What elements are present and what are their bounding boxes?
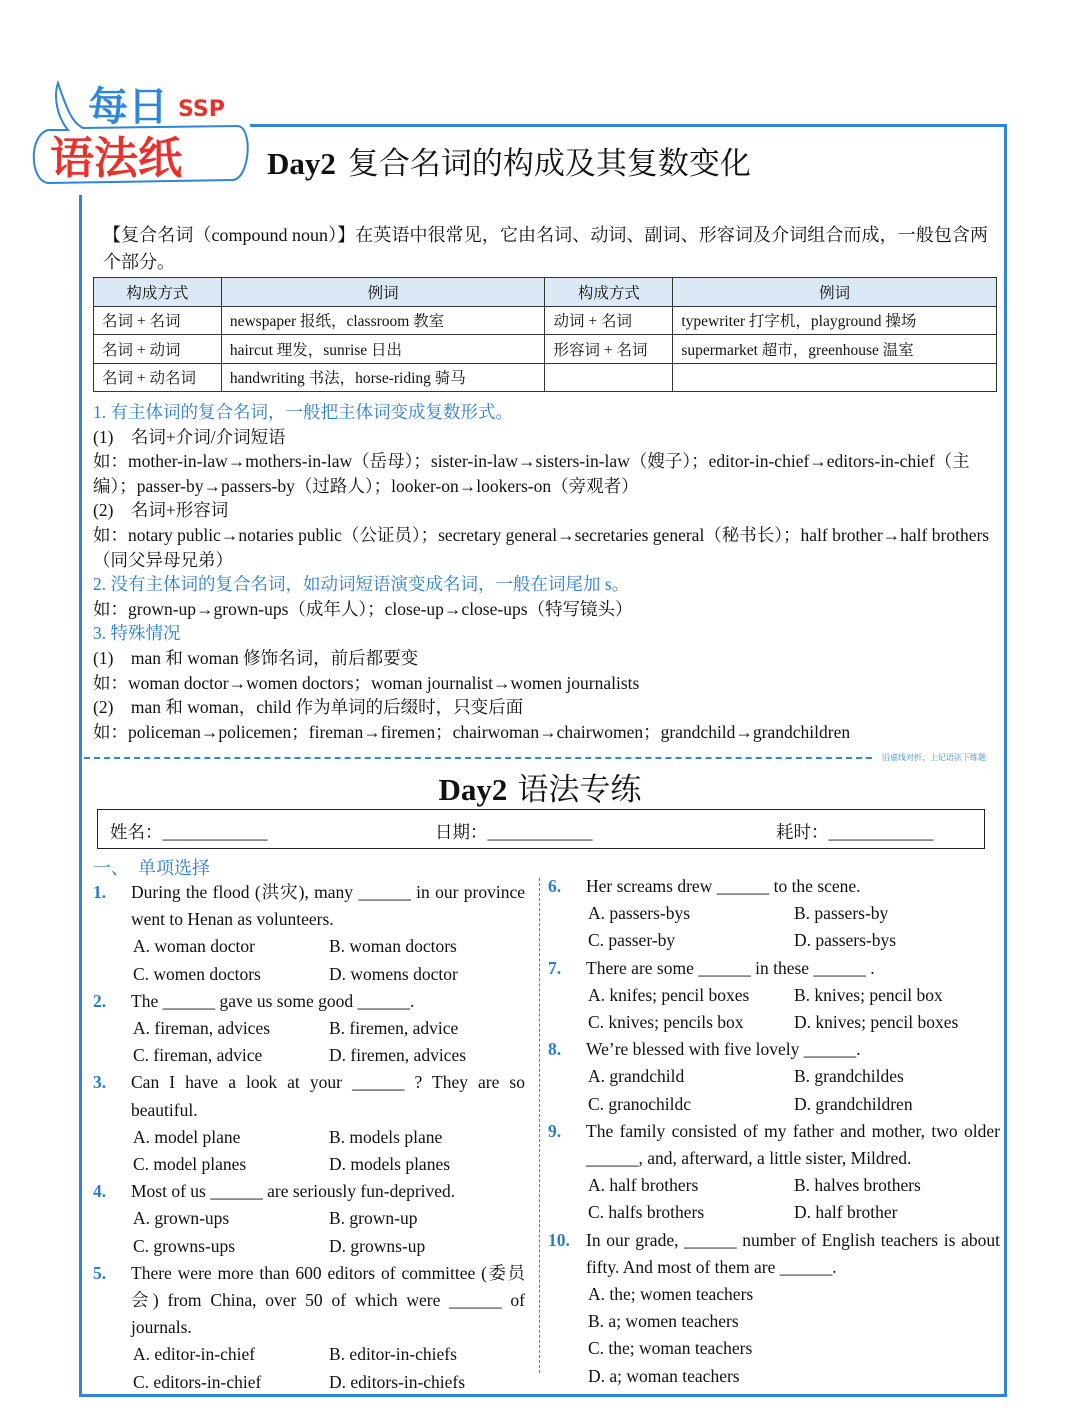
practice-title-text: 语法专练 [517,772,642,807]
option-c[interactable]: C. the; woman teachers [588,1338,753,1359]
practice-day: Day2 [438,772,508,807]
question-number: 9. [548,1120,562,1141]
option-c[interactable]: C. model planes [133,1154,247,1175]
question-number: 2. [93,990,107,1011]
question-stem-row [93,1260,525,1342]
question-options [548,1172,1000,1226]
option-c[interactable]: C. growns-ups [133,1235,236,1256]
option-a[interactable]: A. the; women teachers [588,1284,754,1305]
table-cell: newspaper 报纸，classroom 教室 [221,306,545,335]
option-c[interactable]: C. passer-by [588,930,676,951]
option-a[interactable]: A. fireman, advices [133,1018,271,1039]
option-a[interactable]: A. woman doctor [133,936,255,957]
table-cell: handwriting 书法，horse-riding 骑马 [221,363,545,392]
question-item [93,1260,525,1396]
fold-hint: 沿虚线对折，上记语法下练题 [882,753,986,762]
question-stem-row [93,1178,525,1205]
note-line: (1) 名词+介词/介词短语 [93,426,286,447]
logo-tag: SSP [178,97,225,122]
question-options [548,982,1000,1036]
table-cell [673,363,997,392]
option-b[interactable]: B. halves brothers [794,1175,921,1196]
frame-border-top [250,124,1007,127]
option-b[interactable]: B. a; women teachers [588,1311,739,1332]
table-cell: typewriter 打字机，playground 操场 [673,306,997,335]
note-heading: 3. 特殊情况 [93,623,181,644]
question-number: 6. [548,876,562,896]
option-b[interactable]: B. passers-by [794,903,889,924]
compound-noun-table [93,277,997,392]
date-field[interactable]: 日期：____________ [435,822,593,842]
option-d[interactable]: D. grandchildren [794,1093,913,1114]
table-header: 例词 [221,278,545,307]
question-stem: The ______ gave us some good ______. [131,990,415,1011]
question-stem-row [548,955,1000,982]
option-d[interactable]: D. womens doctor [329,963,458,984]
name-field[interactable]: 姓名：____________ [110,822,268,842]
table-cell: 名词 + 名词 [94,306,222,335]
option-b[interactable]: B. woman doctors [329,936,457,957]
option-d[interactable]: D. half brother [794,1202,898,1223]
title-text: 复合名词的构成及其复数变化 [347,146,751,181]
grammar-notes [93,400,993,744]
question-stem: Her screams drew ______ to the scene. [586,876,861,896]
option-c[interactable]: C. knives; pencils box [588,1012,744,1033]
option-d[interactable]: D. knives; pencil boxes [794,1012,959,1033]
note-line: 如：grown-up→grown-ups（成年人）；close-up→close-ups（特写镜头） [93,598,633,619]
question-item [93,879,525,988]
note-line: 如：woman doctor→women doctors；woman journalist→women journalists [93,672,640,693]
option-d[interactable]: D. a; woman teachers [588,1365,740,1386]
question-stem-row [548,873,1000,900]
option-c[interactable]: C. women doctors [133,963,261,984]
questions-right-column [548,873,1000,1390]
question-stem: In our grade, ______ number of English teachers is about fifty. And most of them are ______. [586,1229,1000,1277]
option-c[interactable]: C. halfs brothers [588,1202,705,1223]
time-field[interactable]: 耗时：____________ [776,822,934,842]
question-stem: There were more than 600 editors of committee (委员会) from China, over 50 of which were ______ of journals. [131,1262,525,1338]
question-options [93,1341,525,1395]
question-number: 10. [548,1229,570,1250]
logo [28,68,253,203]
question-number: 3. [93,1072,107,1093]
option-a[interactable]: A. half brothers [588,1175,699,1196]
table-row [94,335,997,364]
logo-line1: 每日 [88,84,168,130]
table-row [94,306,997,335]
question-options [93,1205,525,1259]
note-line: 如：notary public→notaries public（公证员）；secretary general→secretaries general（秘书长）；half brother→half brothers（同父异母兄弟） [93,524,990,570]
question-number: 4. [93,1181,107,1202]
question-options [548,1063,1000,1117]
question-stem: Most of us ______ are seriously fun-deprived. [131,1181,456,1202]
note-line: 如：mother-in-law→mothers-in-law（岳母）；sister-in-law→sisters-in-law（嫂子）；editor-in-chief→editors-in-chief（主编）；passer-by→passers-by（过路人）；looker-on→lookers-on（旁观者） [93,451,970,496]
option-c[interactable]: C. granochildc [588,1093,692,1114]
note-line: (2) 名词+形容词 [93,500,229,521]
option-a[interactable]: A. passers-bys [588,903,691,924]
question-stem-row [548,1036,1000,1063]
table-cell: supermarket 超市，greenhouse 温室 [673,335,997,364]
table-cell [545,363,673,392]
option-b[interactable]: B. firemen, advice [329,1018,459,1039]
option-d[interactable]: D. passers-bys [794,930,897,951]
option-a[interactable]: A. model plane [133,1126,241,1147]
note-heading: 2. 没有主体词的复合名词，如动词短语演变成名词，一般在词尾加 s。 [93,574,630,595]
question-stem: Can I have a look at your ______ ? They are so beautiful. [131,1072,525,1120]
question-item [548,873,1000,955]
question-options [548,1281,1000,1390]
note-line: (1) man 和 woman 修饰名词，前后都要变 [93,647,419,668]
option-b[interactable]: B. grown-up [329,1208,418,1229]
table-header-row [94,278,997,307]
option-c[interactable]: C. fireman, advice [133,1045,263,1066]
question-options [93,1124,525,1178]
note-line: (2) man 和 woman，child 作为单词的后缀时，只变后面 [93,697,524,718]
option-b[interactable]: B. editor-in-chiefs [329,1344,457,1365]
table-cell: 形容词 + 名词 [545,335,673,364]
question-options [93,1015,525,1069]
option-a[interactable]: A. editor-in-chief [133,1344,256,1365]
question-options [548,900,1000,954]
option-a[interactable]: A. grown-ups [133,1208,230,1229]
table-header: 例词 [673,278,997,307]
question-item [548,1118,1000,1227]
question-number: 5. [93,1262,107,1283]
option-b[interactable]: B. models plane [329,1126,443,1147]
question-stem-row [93,1069,525,1123]
student-info-box [97,809,985,849]
question-options [93,933,525,987]
option-d[interactable]: D. models planes [329,1154,451,1175]
table-row [94,363,997,392]
table-cell: 名词 + 动名词 [94,363,222,392]
note-line: 如：policeman→policemen；fireman→firemen；chairwoman→chairwomen；grandchild→grandchildren [93,721,851,742]
question-stem: During the flood (洪灾), many ______ in our province went to Henan as volunteers. [131,882,525,930]
frame-border-right [1004,124,1007,1397]
table-cell: 动词 + 名词 [545,306,673,335]
fold-dashed-line [84,757,872,759]
question-item [548,955,1000,1037]
question-stem-row [93,988,525,1015]
question-item [548,1036,1000,1118]
question-stem: We’re blessed with five lovely ______. [586,1039,861,1060]
option-d[interactable]: D. firemen, advices [329,1045,467,1066]
section-heading: 一、 单项选择 [93,858,210,878]
option-a[interactable]: A. knifes; pencil boxes [588,984,750,1005]
question-item [93,1178,525,1260]
intro-paragraph: 【复合名词（compound noun）】在英语中很常见，它由名词、动词、副词、形容词及介词组合而成，一般包含两个部分。 [103,225,988,272]
question-stem-row [548,1118,1000,1172]
table-cell: 名词 + 动词 [94,335,222,364]
question-number: 7. [548,957,562,978]
question-stem: The family consisted of my father and mother, two older ______, and, afterward, a little sister, Mildred. [586,1120,1000,1169]
title-day: Day2 [267,146,336,181]
note-heading: 1. 有主体词的复合名词，一般把主体词变成复数形式。 [93,402,513,422]
question-item [93,1069,525,1178]
question-number: 8. [548,1039,562,1060]
table-cell: haircut 理发，sunrise 日出 [221,335,545,364]
option-d[interactable]: D. editors-in-chiefs [329,1371,466,1392]
question-stem-row [548,1227,1000,1281]
option-c[interactable]: C. editors-in-chief [133,1371,262,1392]
question-item [93,988,525,1070]
page-title [267,138,751,183]
question-stem-row [93,879,525,933]
table-header: 构成方式 [94,278,222,307]
option-b[interactable]: B. knives; pencil box [794,984,943,1005]
practice-title [0,764,1080,809]
column-divider [539,878,540,1373]
question-item [548,1227,1000,1390]
table-header: 构成方式 [545,278,673,307]
logo-line2: 语法纸 [50,133,182,184]
option-a[interactable]: A. grandchild [588,1066,685,1087]
questions-left-column [93,879,525,1396]
option-b[interactable]: B. grandchildes [794,1066,904,1087]
question-stem: There are some ______ in these ______ . [586,957,875,978]
question-number: 1. [93,882,107,902]
option-d[interactable]: D. growns-up [329,1235,426,1256]
